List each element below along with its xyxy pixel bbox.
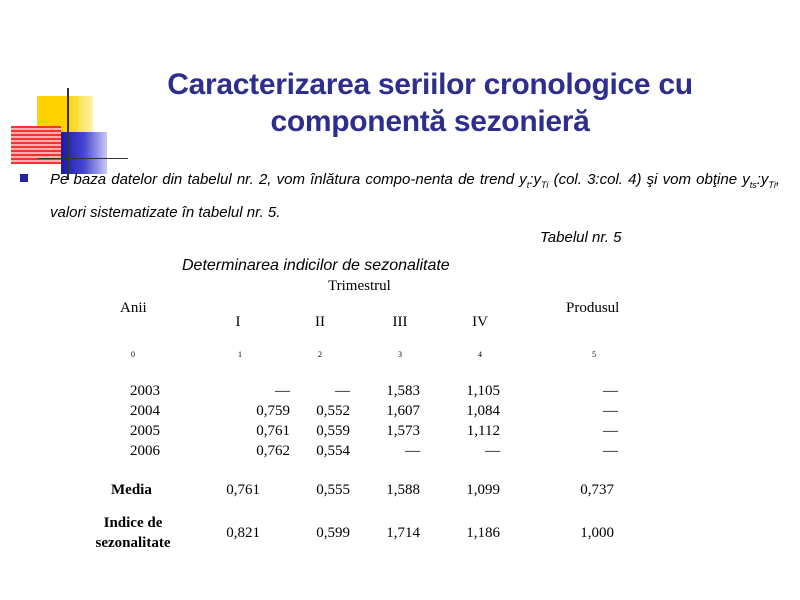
header-years: Anii: [120, 300, 147, 316]
media-label: Media: [111, 482, 152, 498]
table-caption: Determinarea indicilor de sezonalitate: [182, 257, 450, 274]
index-product: 1,000: [580, 525, 614, 541]
para-sub-1: t: [526, 180, 530, 190]
row-q3: 1,573: [386, 423, 420, 439]
header-quarter-4: IV: [472, 314, 488, 330]
media-q4: 1,099: [466, 482, 500, 498]
row-q2: 0,559: [316, 423, 350, 439]
para-text-1: Pe baza datelor din tabelul nr. 2, vom înlătura compo-nenta de trend y: [50, 171, 527, 188]
row-product: —: [603, 403, 618, 419]
para-text-3: (col. 3:col. 4) şi vom: [548, 171, 691, 188]
index-label-line-2: sezonalitate: [95, 535, 171, 551]
header-produsul: Produsul: [566, 300, 620, 316]
row-q1: 0,762: [256, 443, 290, 459]
header-trimestrul: Trimestrul: [328, 278, 391, 294]
body-paragraph: [50, 166, 780, 226]
slide-title: [120, 66, 740, 140]
media-q1: 0,761: [226, 482, 260, 498]
row-q2: —: [335, 383, 350, 399]
para-sub-3: ts: [749, 180, 757, 190]
media-q2: 0,555: [316, 482, 350, 498]
col-number-0: 0: [131, 350, 135, 359]
row-q2: 0,554: [316, 443, 350, 459]
row-year: 2005: [130, 423, 160, 439]
header-quarter-1: I: [235, 314, 241, 330]
row-year: 2006: [130, 443, 160, 459]
logo-horizontal-line: [38, 158, 128, 159]
para-sub-2: Ti: [540, 180, 549, 190]
col-number-2: 2: [318, 350, 322, 359]
para-text-6: , valori sistematizate în tabelul nr. 5.: [50, 171, 780, 221]
index-q4: 1,186: [466, 525, 500, 541]
col-number-3: 3: [398, 350, 402, 359]
row-q1: 0,759: [256, 403, 290, 419]
media-product: 0,737: [580, 482, 614, 498]
row-product: —: [603, 443, 618, 459]
index-q1: 0,821: [226, 525, 260, 541]
para-text-4: obţine y: [696, 171, 750, 188]
row-year: 2004: [130, 403, 160, 419]
para-text-2: :y: [529, 171, 541, 188]
header-quarter-3: III: [392, 314, 408, 330]
title-line-2: componentă sezonieră: [270, 105, 590, 138]
index-q2: 0,599: [316, 525, 350, 541]
row-q1: 0,761: [256, 423, 290, 439]
title-line-1: Caracterizarea seriilor cronologice cu: [167, 68, 693, 101]
row-q4: 1,084: [466, 403, 500, 419]
row-q4: 1,105: [466, 383, 500, 399]
row-q4: 1,112: [466, 423, 500, 439]
index-label-line-1: Indice de: [103, 515, 163, 531]
table-number: Tabelul nr. 5: [540, 229, 622, 246]
index-q3: 1,714: [386, 525, 420, 541]
row-q1: —: [275, 383, 290, 399]
header-quarter-2: II: [315, 314, 325, 330]
row-q3: 1,583: [386, 383, 420, 399]
decorative-logo: [0, 0, 120, 180]
row-q3: —: [405, 443, 420, 459]
media-q3: 1,588: [386, 482, 420, 498]
row-product: —: [603, 383, 618, 399]
col-number-5: 5: [592, 350, 596, 359]
row-q3: 1,607: [386, 403, 420, 419]
row-q2: 0,552: [316, 403, 350, 419]
para-text-5: :y: [756, 171, 769, 188]
col-number-4: 4: [478, 350, 482, 359]
row-q4: —: [485, 443, 500, 459]
row-product: —: [603, 423, 618, 439]
row-year: 2003: [130, 383, 160, 399]
col-number-1: 1: [238, 350, 242, 359]
bullet-icon: [20, 174, 28, 182]
para-sub-4: Ti: [768, 180, 776, 190]
